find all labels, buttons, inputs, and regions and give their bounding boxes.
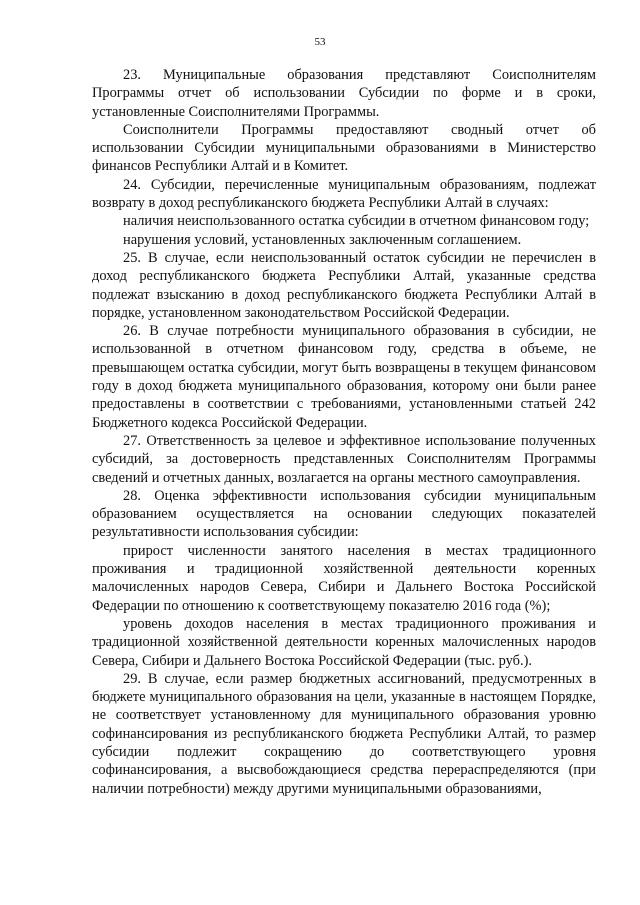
paragraph-28-indicator-1: прирост численности занятого населения в местах традиционного проживания и традиционной хозяйственной деятельности коренных малочисленных народов Севера, Сибири и Дальнего Востока Российской Федерации по отношению к соответствующему показателю 2016 года (%); bbox=[92, 542, 596, 614]
paragraph-27: 27. Ответственность за целевое и эффективное использование полученных субсидий, за достоверность представленных Соисполнителям Программы сведений и отчетных данных, возлагается на органы местного самоуправления. bbox=[92, 432, 596, 486]
paragraph-29: 29. В случае, если размер бюджетных ассигнований, предусмотренных в бюджете муниципального образования на цели, указанные в настоящем Порядке, не соответствует установленному для муниципального образования уровню софинансирования из республиканского бюджета Республики Алтай, то размер субсидии подлежит сокращению до соответствующего уровня софинансирования, а высвобождающиеся средства перераспределяются (при наличии потребности) между другими муниципальными образованиями, bbox=[92, 670, 596, 797]
paragraph-28: 28. Оценка эффективности использования субсидии муниципальным образованием осуществляется на основании следующих показателей результативности использования субсидии: bbox=[92, 487, 596, 541]
document-body bbox=[92, 66, 596, 798]
paragraph-24-case-2: нарушения условий, установленных заключенным соглашением. bbox=[123, 231, 522, 248]
paragraph-23-continued: Соисполнители Программы предоставляют сводный отчет об использовании Субсидии муниципальными образованиями в Министерство финансов Республики Алтай и в Комитет. bbox=[92, 121, 596, 175]
paragraph-25: 25. В случае, если неиспользованный остаток субсидии не перечислен в доход республиканского бюджета Республики Алтай, указанные средства подлежат взысканию в доход республиканского бюджета Республики Алтай в порядке, установленном законодательством Российской Федерации. bbox=[92, 249, 596, 321]
paragraph-26: 26. В случае потребности муниципального образования в субсидии, не использованной в отчетном финансовом году, средства в объеме, не превышающем остатка субсидии, могут быть возвращены в текущем финансовом году в доход бюджета муниципального образования, которому они были ранее предоставлены в соответствии с требованиями, установленными статьей 242 Бюджетного кодекса Российской Федерации. bbox=[92, 323, 596, 431]
paragraph-24-case-1: наличия неиспользованного остатка субсидии в отчетном финансовом году; bbox=[123, 213, 590, 230]
paragraph-24: 24. Субсидии, перечисленные муниципальным образованиям, подлежат возврату в доход республиканского бюджета Республики Алтай в случаях: bbox=[92, 176, 596, 212]
paragraph-23: 23. Муниципальные образования представляют Соисполнителям Программы отчет об использовании Субсидии по форме и в сроки, установленные Соисполнителями Программы. bbox=[92, 67, 596, 120]
paragraph-28-indicator-2: уровень доходов населения в местах традиционного проживания и традиционной хозяйственной деятельности коренных малочисленных народов Севера, Сибири и Дальнего Востока Российской Федерации (тыс. руб.). bbox=[92, 615, 596, 669]
page-number: 53 bbox=[314, 36, 326, 48]
